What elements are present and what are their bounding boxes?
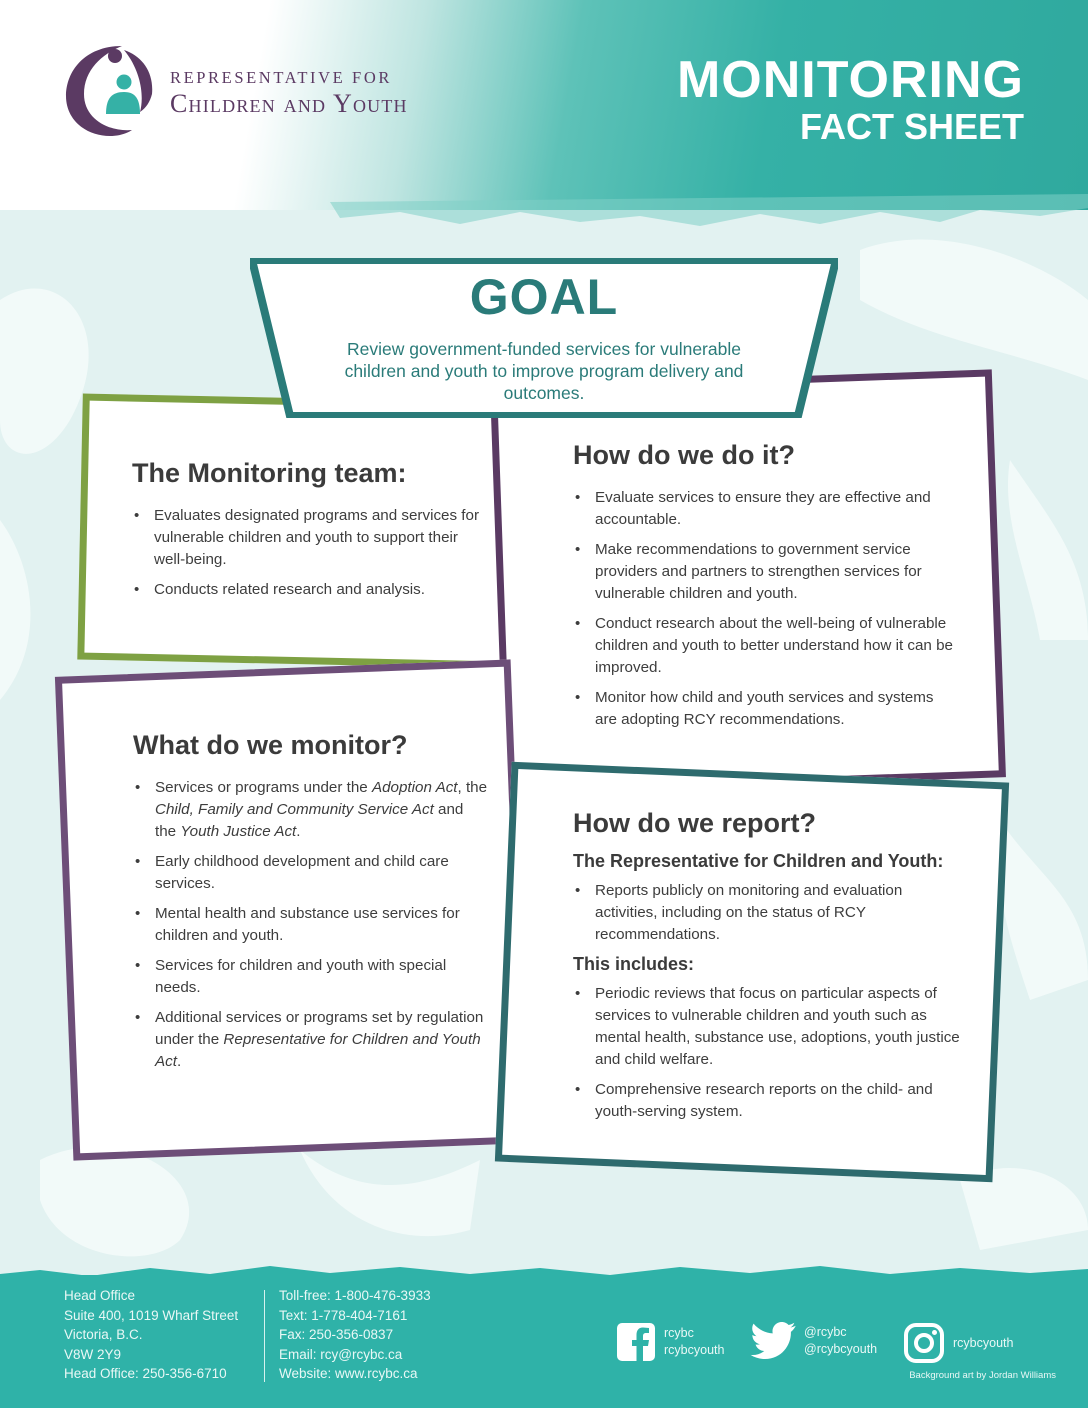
contact-info: [279, 1286, 431, 1384]
office-address: Head Office Suite 400, 1019 Wharf Street Victoria, B.C. V8W 2Y9 Head Office: 250-356-6710: [64, 1288, 239, 1381]
list-item: • Evaluates designated programs and services for vulnerable children and youth to support their well-being.: [132, 505, 492, 571]
monitor-list: [133, 777, 488, 1073]
report-subheading-2: This includes:: [573, 954, 695, 974]
background-credit: Background art by Jordan Williams: [909, 1370, 1056, 1381]
email-link[interactable]: Email: rcy@rcybc.ca: [279, 1346, 403, 1362]
report-subheading-1: The Representative for Children and Youth:: [573, 851, 944, 871]
facebook-link[interactable]: rcybc rcybcyouth: [616, 1322, 724, 1362]
list-item: • Conduct research about the well-being of vulnerable children and youth to better understand how it can be improved.: [573, 613, 958, 679]
team-heading: The Monitoring team:: [132, 458, 407, 488]
list-item: • Early childhood development and child care services.: [133, 851, 488, 895]
list-item: • Periodic reviews that focus on particular aspects of services to vulnerable children and youth such as mental health, substance use, adoptions, youth justice and child welfare.: [573, 983, 963, 1071]
team-list: [132, 505, 492, 601]
how-heading: How do we do it?: [573, 440, 795, 470]
facebook-icon: [616, 1322, 656, 1362]
instagram-link[interactable]: rcybcyouth: [903, 1322, 1013, 1364]
page-title: [677, 52, 1024, 146]
logo-text-line1: REPRESENTATIVE FOR: [170, 67, 392, 87]
how-section: [573, 440, 958, 739]
footer-divider: [264, 1290, 265, 1382]
list-item: • Services for children and youth with special needs.: [133, 955, 488, 999]
report-list-1: [573, 880, 963, 946]
twitter-link[interactable]: @rcybc @rcybcyouth: [750, 1322, 877, 1360]
logo-mark-icon: [64, 42, 156, 138]
monitor-section: [133, 730, 488, 1081]
monitor-heading: What do we monitor?: [133, 730, 408, 760]
logo-text-line2: Children and Youth: [170, 88, 408, 118]
website-link[interactable]: Website: www.rcybc.ca: [279, 1366, 418, 1381]
report-list-2: [573, 983, 963, 1123]
toll-free: Toll-free: 1-800-476-3933: [279, 1288, 431, 1303]
twitter-icon: [750, 1322, 796, 1360]
list-item: • Additional services or programs set by regulation under the Representative for Children and Youth Act.: [133, 1007, 488, 1073]
list-item: • Comprehensive research reports on the child- and youth-serving system.: [573, 1079, 963, 1123]
list-item: • Monitor how child and youth services and systems are adopting RCY recommendations.: [573, 687, 958, 731]
fax-number: Fax: 250-356-0837: [279, 1327, 394, 1342]
list-item: • Evaluate services to ensure they are effective and accountable.: [573, 487, 958, 531]
title-sub: FACT SHEET: [799, 106, 1024, 147]
header-torn-edge: [0, 182, 1088, 242]
instagram-icon: [903, 1322, 945, 1364]
goal-title: GOAL: [469, 269, 619, 325]
rcy-logo[interactable]: [64, 42, 408, 138]
report-heading: How do we report?: [573, 808, 816, 838]
list-item: • Services or programs under the Adoption Act, the Child, Family and Community Service Act and the Youth Justice Act.: [133, 777, 488, 843]
list-item: • Mental health and substance use services for children and youth.: [133, 903, 488, 947]
team-section: [132, 458, 492, 609]
goal-box: [250, 258, 838, 418]
list-item: • Make recommendations to government service providers and partners to strengthen services for vulnerable children and youth.: [573, 539, 958, 605]
report-section: [573, 808, 963, 1131]
goal-text: Review government-funded services for vulnerable children and youth to improve program delivery and outcomes.: [344, 339, 744, 403]
title-main: MONITORING: [676, 51, 1024, 109]
footer: [0, 1280, 1088, 1408]
how-list: [573, 487, 958, 731]
list-item: • Reports publicly on monitoring and evaluation activities, including on the status of RCY recommendations.: [573, 880, 963, 946]
text-number: Text: 1-778-404-7161: [279, 1307, 408, 1323]
list-item: • Conducts related research and analysis.: [132, 579, 492, 601]
